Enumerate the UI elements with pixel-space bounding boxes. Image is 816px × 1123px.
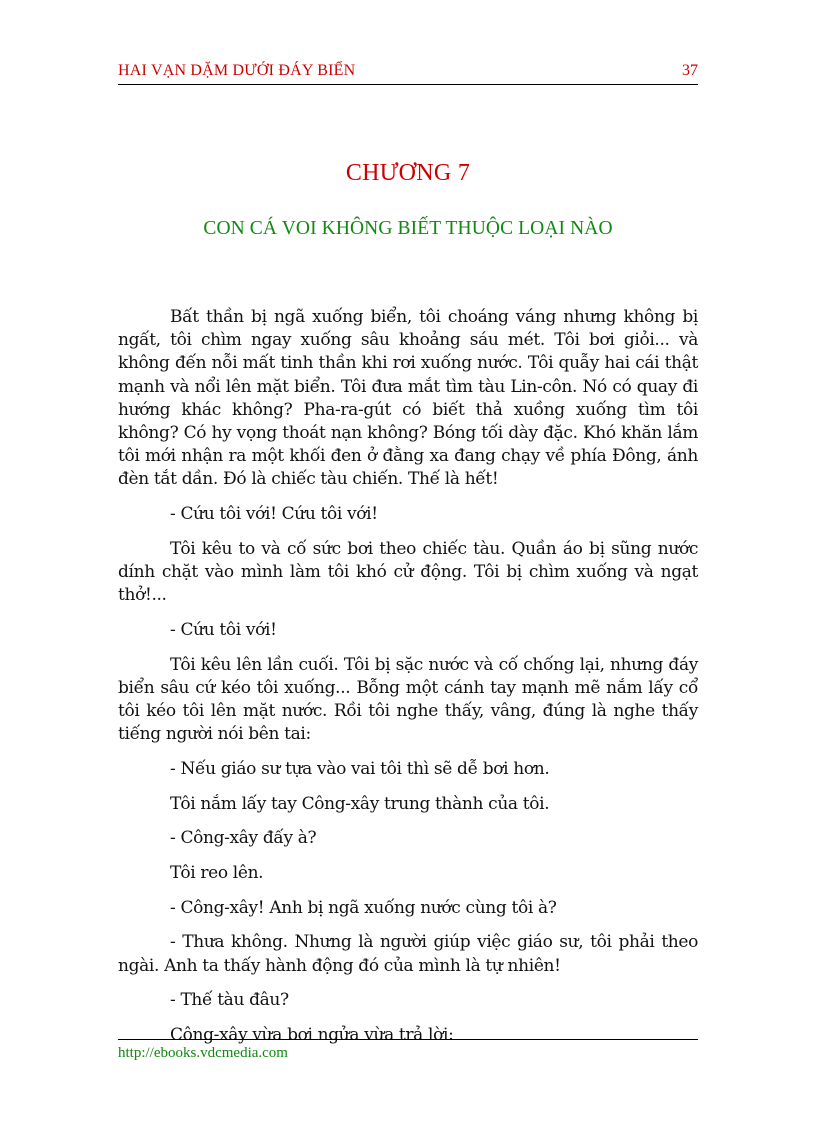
paragraph: Tôi reo lên. [170, 863, 264, 884]
paragraph: - Cứu tôi với! Cứu tôi với! [170, 504, 378, 525]
paragraph: Bất thần bị ngã xuống biển, tôi choáng váng nhưng không bị ngất, tôi chìm ngay xuống sâu khoảng sáu mét. Tôi bơi giỏi... và không đến nỗi mất tinh thần khi rơi xuống nước. Tôi quẫy hai cái thật mạnh và nổi lên mặt biển. Tôi đưa mắt tìm tàu Lin-côn. Nó có quay đi hướng khác không? Pha-ra-gút có biết thả xuồng xuống tìm tôi không? Có hy vọng thoát nạn không? Bóng tối dày đặc. Khó khăn lắm tôi mới nhận ra một khối đen ở đằng xa đang chạy về phía Đông, ánh đèn tắt dần. Đó là chiếc tàu chiến. Thế là hết! [118, 307, 698, 490]
book-title: HAI VẠN DẶM DƯỚI ĐÁY BIỂN [118, 62, 356, 79]
paragraph: Tôi kêu lên lần cuối. Tôi bị sặc nước và cố chống lại, nhưng đáy biển sâu cứ kéo tôi xuống... Bỗng một cánh tay mạnh mẽ nắm lấy cổ tôi kéo tôi lên mặt nước. Rồi tôi nghe thấy, vâng, đúng là nghe thấy tiếng người nói bên tai: [118, 654, 698, 745]
paragraph: - Cứu tôi với! [170, 619, 277, 640]
page-header [118, 60, 698, 85]
paragraph: - Thế tàu đâu? [170, 990, 289, 1011]
page-footer [118, 1039, 698, 1062]
page-number: 37 [682, 62, 698, 79]
paragraph: Tôi kêu to và cố sức bơi theo chiếc tàu. Quần áo bị sũng nước dính chặt vào mình làm tôi khó cử động. Tôi bị chìm xuống và ngạt thở!... [118, 538, 698, 606]
paragraph: Công-xây vừa bơi ngửa vừa trả lời: [170, 1025, 454, 1046]
paragraph: - Thưa không. Nhưng là người giúp việc giáo sư, tôi phải theo ngài. Anh ta thấy hành động đó của mình là tự nhiên! [118, 932, 698, 976]
paragraph: - Nếu giáo sư tựa vào vai tôi thì sẽ dễ bơi hơn. [170, 758, 550, 779]
body-text [118, 306, 698, 1059]
chapter-title: CHƯƠNG 7 [345, 160, 471, 186]
paragraph: - Công-xây đấy à? [170, 828, 317, 849]
chapter-subtitle: CON CÁ VOI KHÔNG BIẾT THUỘC LOẠI NÀO [203, 218, 613, 239]
paragraph: - Công-xây! Anh bị ngã xuống nước cùng tôi à? [170, 897, 557, 918]
footer-link[interactable]: http://ebooks.vdcmedia.com [118, 1045, 288, 1061]
paragraph: Tôi nắm lấy tay Công-xây trung thành của tôi. [170, 793, 550, 814]
